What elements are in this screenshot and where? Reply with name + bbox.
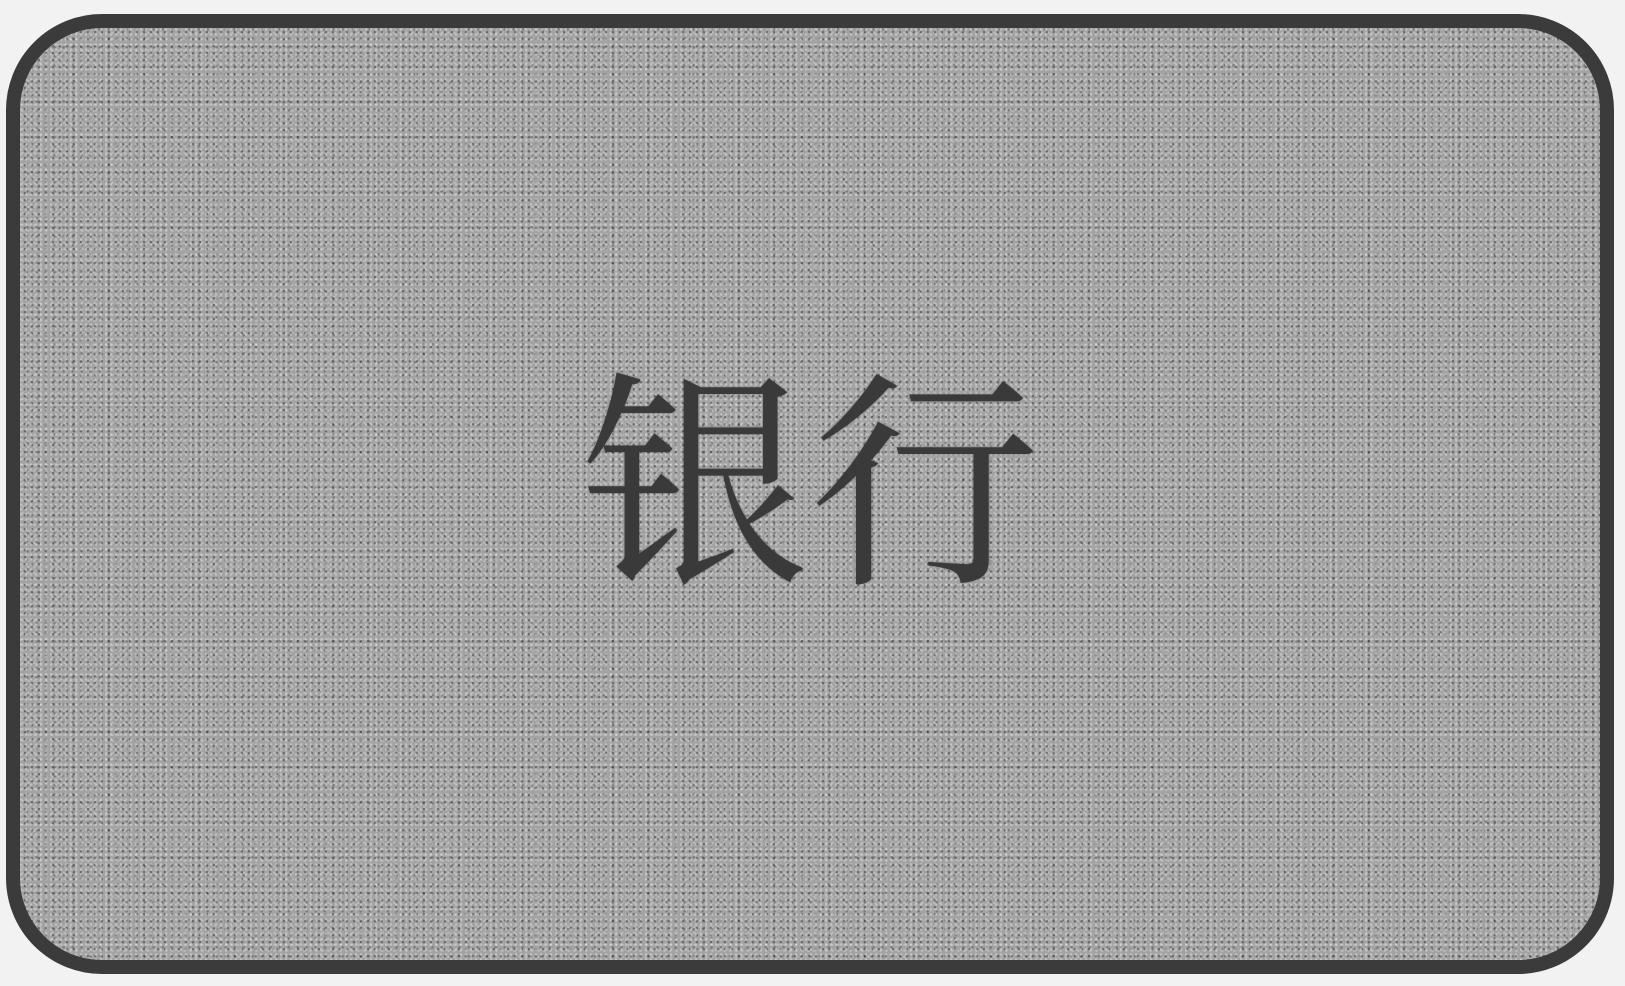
bank-button-label: 银行	[579, 354, 1040, 621]
bank-button[interactable]	[6, 14, 1614, 974]
